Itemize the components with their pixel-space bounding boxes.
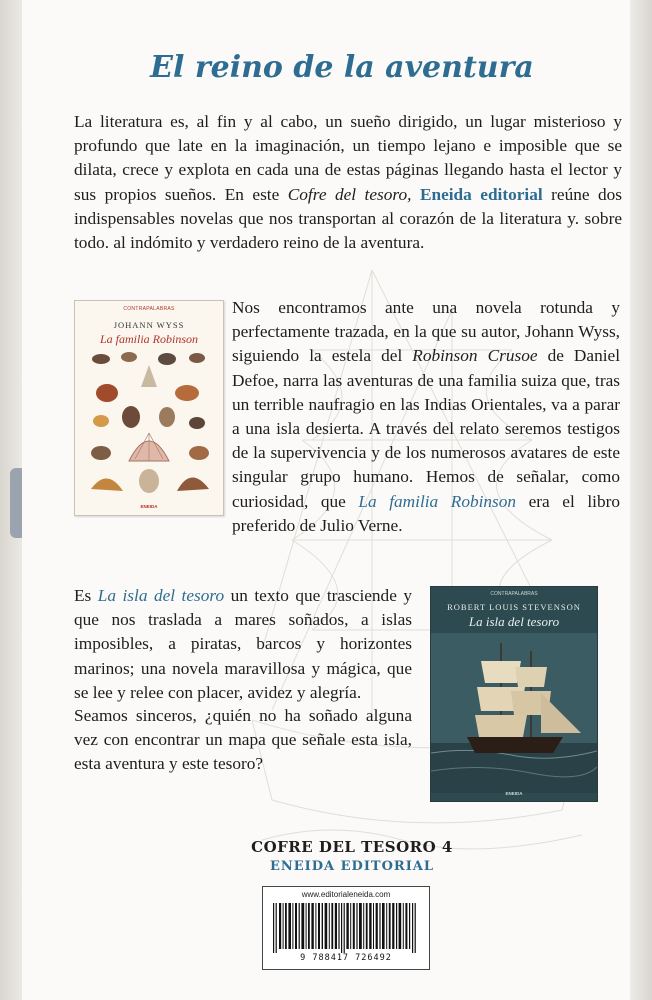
robinson-cover-collection: CONTRAPALABRAS (123, 306, 175, 312)
page-title: El reino de la aventura (150, 50, 534, 85)
sailing-ship-painting (431, 633, 597, 793)
isla-book-title: La isla del tesoro (97, 586, 225, 605)
isla-paragraph (74, 584, 412, 705)
robinson-crusoe-title: Robinson Crusoe (412, 346, 538, 366)
robinson-cover-author: JOHANN WYSS (113, 320, 185, 330)
publisher-name: ENEIDA EDITORIAL (269, 859, 435, 874)
series-name: COFRE DEL TESORO 4 (251, 838, 453, 856)
intro-text-2: reúne dos indispensables novelas que nos transportan al corazón de la literatura y. sobre todo. al indómito y verdadero reino de la aventura. (74, 184, 623, 253)
box-right-edge (630, 0, 652, 1000)
robinson-text-1: Nos encontramos ante una novela rotunda y perfectamente trazada, en la que su autor, Johann Wyss, siguiendo la estela del (232, 298, 620, 366)
barcode-label (262, 886, 430, 970)
robinson-cover-title: La familia Robinson (99, 332, 198, 346)
isla-cover-publisher: ENEIDA (505, 791, 523, 796)
isla-cover-author: ROBERT LOUIS STEVENSON (447, 602, 581, 612)
closing-paragraph: Seamos sinceros, ¿quién no ha soñado alguna vez con encontrar un mapa que señale esta isla, esta aventura y este tesoro? (74, 706, 412, 774)
back-cover (22, 0, 630, 1000)
intro-text-1: La literatura es, al fin y al cabo, un sueño dirigido, un lugar misterioso y profundo que late en la imaginación, un tiempo lejano e imposible que se dilata, crece y explota en cada una de estas páginas llegando hasta el lector y sus propios sueños. En este (74, 112, 622, 204)
isbn-number: 9 788417 726492 (300, 953, 392, 963)
isla-cover-title: La isla del tesoro (468, 614, 560, 629)
robinson-cover-publisher: ENEIDA (140, 504, 158, 509)
robinson-book-cover (74, 300, 224, 516)
isla-book-cover (430, 586, 598, 802)
isla-text-0: Es (74, 586, 98, 605)
robinson-paragraph (232, 296, 620, 538)
intro-paragraph (74, 110, 622, 255)
isla-text-1: un texto que trasciende y que nos traslada a mares soñados, a islas imposibles, a piratas, barcos y horizontes marinos; una novela maravillosa y mágica, que se lee y relee con placer, avidez y alegría. (74, 586, 412, 702)
publisher-website: www.editorialeneida.com (301, 890, 391, 899)
seashells-illustration (83, 349, 215, 501)
isbn-barcode (271, 903, 421, 953)
intro-series-title: Cofre del tesoro, (287, 184, 412, 204)
intro-publisher-name: Eneida editorial (419, 184, 543, 204)
isla-cover-collection: CONTRAPALABRAS (490, 591, 538, 597)
robinson-text-3: era el libro preferido de Julio Verne. (232, 491, 620, 535)
robinson-book-title: La familia Robinson (358, 491, 517, 511)
robinson-text-2: de Daniel Defoe, narra las aventuras de una familia suiza que, tras un terrible naufragio en las Indias Orientales, va a parar a una isla desierta. A través del relato seremos testigos de la supervivencia y de los numerosos avatares de este singular grupo humano. Hemos de señalar, como curiosidad, que (232, 346, 620, 511)
